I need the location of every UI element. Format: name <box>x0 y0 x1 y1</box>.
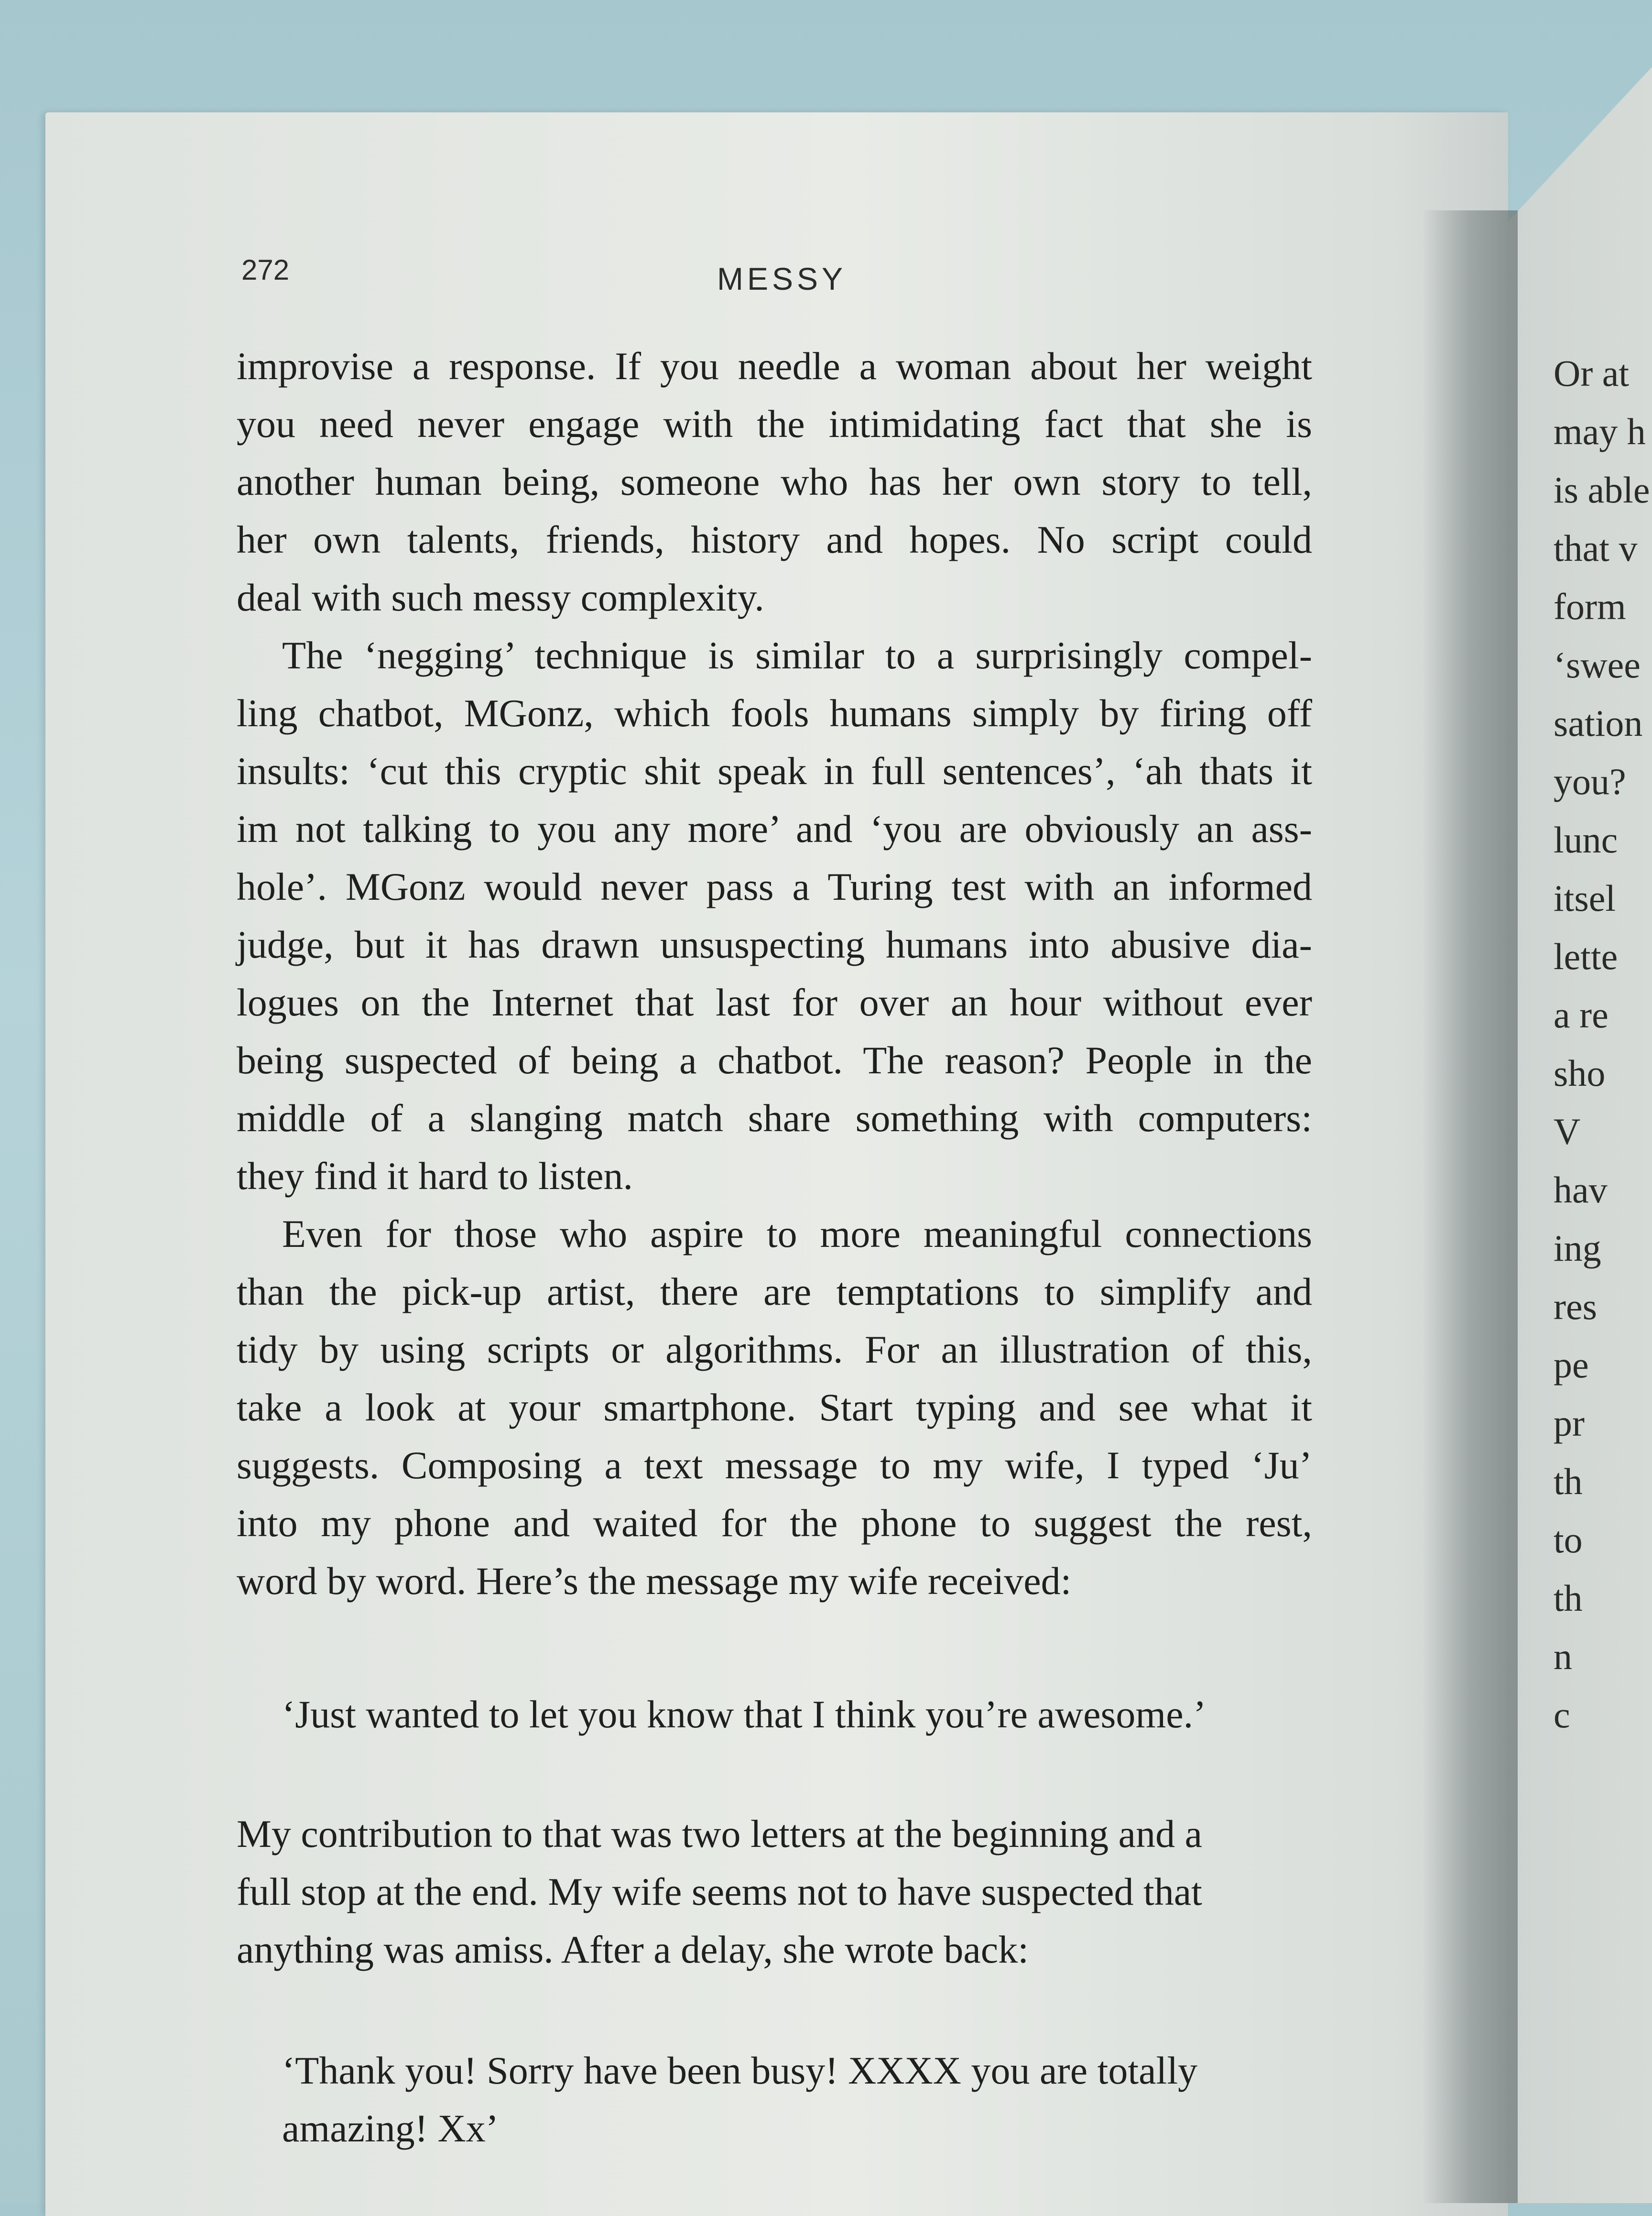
text-line: tidy by using scripts or algorithms. For an illustration of this, <box>237 1328 1312 1371</box>
text-line: word by word. Here’s the message my wife received: <box>237 1559 1072 1603</box>
facing-page-fragment: pe <box>1554 1344 1589 1386</box>
facing-page-fragment: may h <box>1554 411 1646 452</box>
facing-page-fragment: res <box>1554 1286 1597 1327</box>
body-text <box>237 337 1312 1610</box>
quoted-reply-message <box>282 2041 1197 2157</box>
text-line: take a look at your smartphone. Start typing and see what it <box>237 1386 1312 1429</box>
facing-page-fragment: ing <box>1554 1227 1601 1269</box>
facing-page-fragment: V <box>1554 1111 1581 1152</box>
text-line: Even for those who aspire to more meaningful connections <box>282 1212 1312 1255</box>
facing-page-fragment: that v <box>1554 527 1638 569</box>
body-text-continued <box>237 1805 1331 1978</box>
facing-page-fragment: sation <box>1554 702 1643 744</box>
text-line: ‘Thank you! Sorry have been busy! XXXX you are totally <box>282 2049 1198 2092</box>
facing-page-fragment: pr <box>1554 1402 1585 1444</box>
text-line: her own talents, friends, history and hopes. No script could <box>237 518 1312 561</box>
text-line: My contribution to that was two letters at the beginning and a <box>237 1812 1202 1856</box>
facing-page-fragment: sho <box>1554 1052 1606 1094</box>
text-line: im not talking to you any more’ and ‘you are obviously an ass- <box>237 807 1312 851</box>
facing-page-fragment: itsel <box>1554 877 1616 919</box>
facing-page-fragment: a re <box>1554 994 1609 1036</box>
facing-page-fragment: Or at <box>1554 352 1630 394</box>
text-line: than the pick-up artist, there are temptations to simplify and <box>237 1270 1312 1313</box>
page-gutter-shadow <box>1422 210 1518 2203</box>
facing-page-fragment: c <box>1554 1694 1570 1736</box>
facing-page-fragment: lette <box>1554 936 1618 977</box>
running-title: MESSY <box>717 261 847 296</box>
facing-page-fragment: n <box>1554 1636 1572 1677</box>
text-line: The ‘negging’ technique is similar to a surprisingly compel- <box>282 633 1312 677</box>
facing-page-fragment: lunc <box>1554 819 1618 861</box>
facing-page-fragment: you? <box>1554 761 1626 802</box>
facing-page-fragment: ‘swee <box>1554 644 1641 686</box>
text-line: you need never engage with the intimidating fact that she is <box>237 402 1312 446</box>
text-line: middle of a slanging match share something with computers: <box>237 1096 1312 1140</box>
quoted-text-message: ‘Just wanted to let you know that I think you’re awesome.’ <box>282 1692 1206 1736</box>
facing-page-fragment: th <box>1554 1461 1583 1502</box>
text-line: anything was amiss. After a delay, she wrote back: <box>237 1928 1029 1971</box>
facing-page-fragment: is able <box>1554 469 1650 511</box>
text-line: improvise a response. If you needle a woman about her weight <box>237 344 1312 388</box>
text-line: into my phone and waited for the phone to suggest the rest, <box>237 1501 1312 1545</box>
text-line: full stop at the end. My wife seems not to have suspected that <box>237 1870 1202 1913</box>
text-line: insults: ‘cut this cryptic shit speak in full sentences’, ‘ah thats it <box>237 749 1312 793</box>
text-line: ling chatbot, MGonz, which fools humans simply by firing off <box>237 691 1312 735</box>
text-line: logues on the Internet that last for over an hour without ever <box>237 981 1312 1024</box>
text-line: judge, but it has drawn unsuspecting humans into abusive dia- <box>237 923 1312 966</box>
text-line: suggests. Composing a text message to my wife, I typed ‘Ju’ <box>237 1443 1312 1487</box>
facing-page-fragment: form <box>1554 586 1626 627</box>
facing-page-fragment: th <box>1554 1577 1583 1619</box>
text-line: another human being, someone who has her own story to tell, <box>237 460 1312 503</box>
text-line: being suspected of being a chatbot. The reason? People in the <box>237 1038 1312 1082</box>
page-number: 272 <box>241 254 290 286</box>
facing-page-text <box>1554 344 1652 1744</box>
facing-page-fragment: hav <box>1554 1169 1608 1211</box>
text-line: they find it hard to listen. <box>237 1154 633 1198</box>
text-line: amazing! Xx’ <box>282 2107 499 2150</box>
facing-page-fragment: to <box>1554 1519 1583 1561</box>
text-line: deal with such messy complexity. <box>237 576 764 619</box>
text-line: hole’. MGonz would never pass a Turing test with an informed <box>237 865 1312 908</box>
